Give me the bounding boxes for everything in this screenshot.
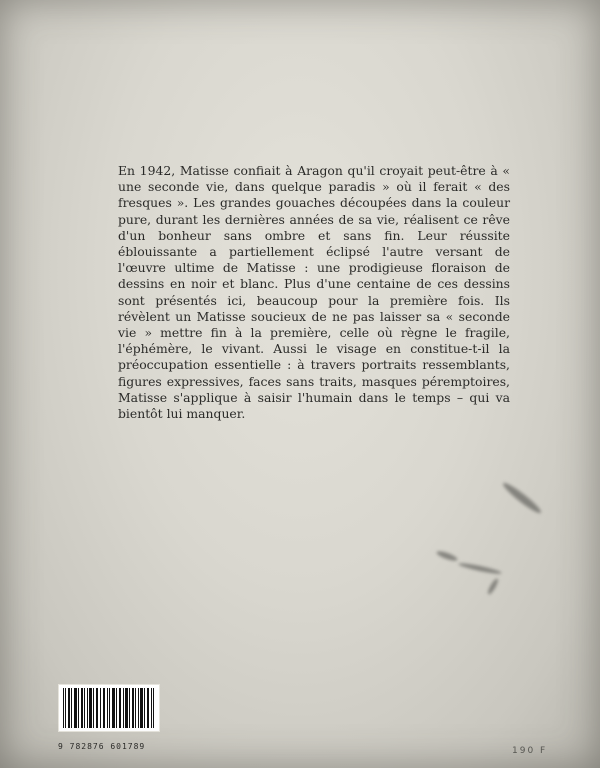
barcode-bars [63, 688, 155, 728]
smudge-mark [486, 577, 499, 595]
smudge-mark [458, 561, 502, 575]
price-label: 190 F [512, 746, 548, 756]
blurb-text: En 1942, Matisse confiait à Aragon qu'il croyait peut-être à « une seconde vie, dans quelque paradis » où il ferait « des fresques ». Les grandes gouaches découpées dans la couleur pure, durant les dernières années de sa vie, réalisent ce rêve d'un bonheur sans ombre et sans fin. Leur réussite éblouissante a partiellement éclipsé l'autre versant de l'œuvre ultime de Matisse : une prodigieuse floraison de dessins en noir et blanc. Plus d'une centaine de ces dessins sont présentés ici, beaucoup pour la première fois. Ils révèlent un Matisse soucieux de ne pas laisser sa « seconde vie » mettre fin à la première, celle où règne le fragile, l'éphémère, le vivant. Aussi le visage en constitue-t-il la préoccupation essentielle : à travers portraits ressemblants, figures expressives, faces sans traits, masques péremptoires, Matisse s'applique à saisir l'humain dans le temps – qui va bientôt lui manquer. [118, 163, 510, 422]
smudge-mark [436, 549, 459, 562]
smudge-mark [501, 480, 544, 516]
barcode [58, 684, 160, 732]
isbn-number: 9 782876 601789 [58, 742, 146, 751]
